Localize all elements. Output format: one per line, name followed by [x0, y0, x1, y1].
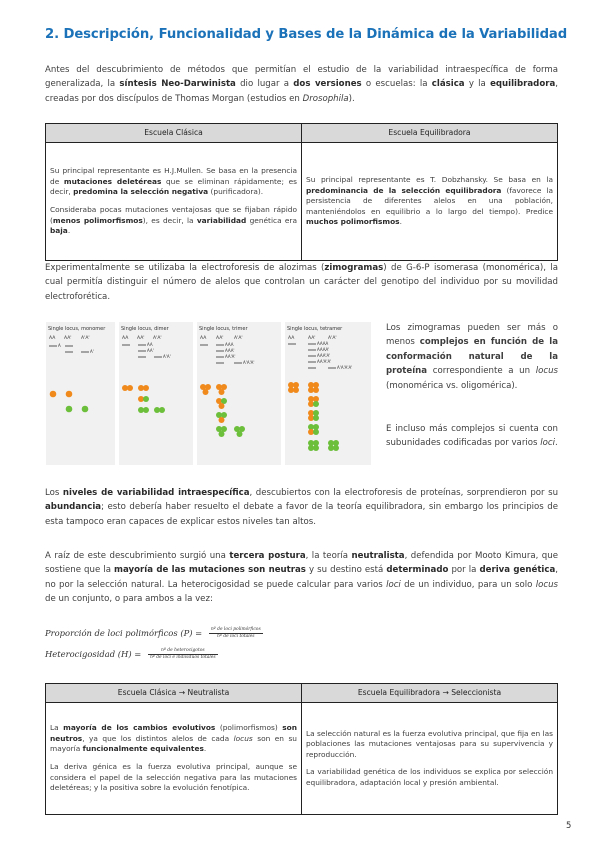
- neutralist-paragraph: A raíz de este descubrimiento surgió una tercera postura, la teoría neutralista, defendida por Mooto Kimura, que sostiene que la mayoría de las mutaciones son neutras y su destino está determinado por la deriva genética, no por la selección natural. La heterocigosidad se puede calcular para varios loci de un individuo, para un solo locus de un conjunto, o para ambos a la vez:: [45, 551, 559, 605]
- neutral-selection-table: [45, 683, 558, 815]
- schools-table: [45, 123, 558, 261]
- band-label: AAA'A': [317, 353, 331, 358]
- zymogram-explanation-2: E incluso más complejos si cuenta con subunidades codificadas por varios loci.: [386, 424, 558, 449]
- panel-title: Single locus, monomer: [48, 326, 106, 332]
- band-label: A'A'A': [243, 360, 255, 365]
- genotype-label: AA': [64, 336, 72, 341]
- intro-paragraph: Antes del descubrimiento de métodos que permitían el estudio de la variabilidad intraespecífica de forma generalizada, la síntesis Neo-Darwinista dio lugar a dos versiones o escuelas: la clásica y la equilibradora, creadas por dos discípulos de Thomas Morgan (estudios en Drosophila).: [45, 65, 559, 104]
- genotype-label: AA: [288, 336, 295, 341]
- genotype-label: A'A': [234, 336, 243, 341]
- band-label: AAAA: [317, 341, 329, 346]
- zymogram-panel-trimer: [197, 322, 281, 465]
- genotype-label: A'A': [81, 336, 90, 341]
- genotype-label: AA: [122, 336, 129, 341]
- section-heading: 2. Descripción, Funcionalidad y Bases de la Dinámica de la Variabilidad: [45, 27, 568, 42]
- selectionist-cell: La selección natural es la fuerza evolutiva principal, que fija en las poblaciones las mutaciones ventajosas para su supervivencia y reproducción. La variabilidad genética de los individuos se explica por selección equilibradora, adaptación local y presión ambiental.: [302, 703, 558, 815]
- band-label: AA': [147, 348, 154, 353]
- table-header-neutralist: Escuela Clásica → Neutralista: [46, 684, 302, 703]
- genotype-label: AA': [216, 336, 224, 341]
- genotype-label: A'A': [153, 336, 162, 341]
- classic-school-cell: Su principal representante es H.J.Mullen. Se basa en la presencia de mutaciones deletéreas que se eliminan rápidamente; es decir, predomina la selección negativa (purificadora). Consideraba pocas mutaciones ventajosas que se fijaban rápido (menos polimorfismos), es decir, la variabilidad genética era baja.: [46, 143, 302, 261]
- table-header-balance: Escuela Equilibradora: [302, 124, 558, 143]
- zymogram-panel-monomer: [46, 322, 115, 465]
- formula-polymorphic-loci: Proporción de loci polimórficos (P) = $\frac{\text{nº de loci polimórficos}}{\text{nº de loci totales}}$: [45, 627, 261, 639]
- band-label: AA'A': [225, 354, 236, 359]
- band-label: AAA: [225, 342, 234, 347]
- genotype-label: AA: [49, 336, 56, 341]
- genotype-label: AA: [200, 336, 207, 341]
- band-label: A: [58, 343, 61, 348]
- band-label: AAAA': [317, 347, 330, 352]
- band-label: AA'A'A': [317, 359, 332, 364]
- electrophoresis-paragraph: Experimentalmente se utilizaba la electroforesis de alozimas (zimogramas) de G-6-P isomerasa (monomérica), la cual permitía distinguir el número de alelos que controlan un carácter del genotipo del individuo por su movilidad electroforética.: [45, 263, 558, 302]
- panel-title: Single locus, dimer: [121, 326, 169, 332]
- table-header-classic: Escuela Clásica: [46, 124, 302, 143]
- genotype-label: AA': [137, 336, 145, 341]
- zymogram-explanation: Los zimogramas pueden ser más o menos complejos en función de la conformación natural de la proteína correspondiente a un locus (monomérica vs. oligomérica).: [386, 323, 558, 391]
- table-header-selectionist: Escuela Equilibradora → Seleccionista: [302, 684, 558, 703]
- band-label: A'A'A'A': [337, 365, 353, 370]
- band-label: A'A': [163, 354, 171, 359]
- band-label: A': [90, 349, 94, 354]
- band-label: AAA': [225, 348, 235, 353]
- band-label: AA: [147, 342, 153, 347]
- genotype-label: A'A': [328, 336, 337, 341]
- formula-heterozygosity: Heterocigosidad (H) = $\frac{\text{nº de heterocigotos}}{\text{nº de loci e individuos totales}}$: [45, 648, 216, 660]
- panel-title: Single locus, tetramer: [287, 326, 343, 332]
- balance-school-cell: Su principal representante es T. Dobzhansky. Se basa en la predominancia de la selección equilibradora (favorece la persistencia de diferentes alelos en una población, manteniéndolos en equilibrio a lo largo del tiempo). Predice muchos polimorfismos.: [302, 143, 558, 261]
- zymogram-panel-tetramer: [285, 322, 371, 465]
- genotype-label: AA': [308, 336, 316, 341]
- page-number: 5: [566, 820, 572, 830]
- zymogram-figure: [45, 321, 372, 466]
- zymogram-panel-dimer: [119, 322, 193, 465]
- variability-levels-paragraph: Los niveles de variabilidad intraespecífica, descubiertos con la electroforesis de proteínas, sorprendieron por su abundancia; esto debería haber resuelto el debate a favor de la teoría equilibradora, sin embargo los principios de esta tampoco eran capaces de explicar estos niveles tan altos.: [45, 488, 559, 527]
- neutralist-cell: La mayoría de los cambios evolutivos (polimorfismos) son neutros, ya que los distintos alelos de cada locus son en su mayoría funcionalmente equivalentes. La deriva génica es la fuerza evolutiva principal, aunque se considera el papel de la selección negativa para las mutaciones deletéreas; y la positiva sobre la evolución fenotípica.: [46, 703, 302, 815]
- panel-title: Single locus, trimer: [199, 326, 248, 332]
